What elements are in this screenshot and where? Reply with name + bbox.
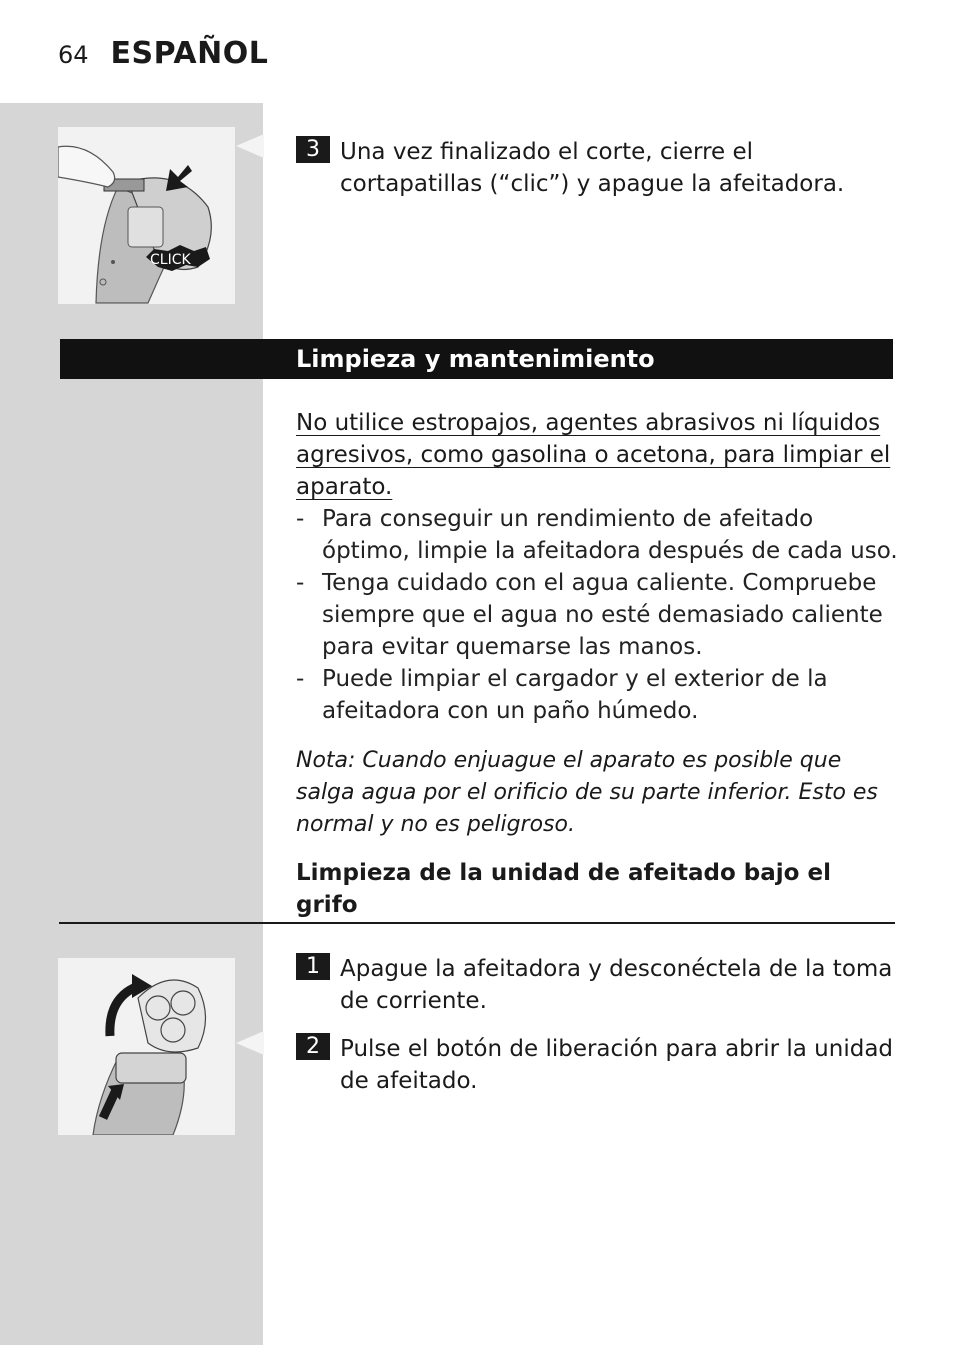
click-label: CLICK <box>150 252 191 268</box>
shaver-open-drawing <box>58 958 235 1135</box>
step-text: Apague la afeitadora y desconéctela de la toma de corriente. <box>340 956 893 1014</box>
step-text: Pulse el botón de liberación para abrir la unidad de afeitado. <box>340 1036 894 1094</box>
section-bar <box>60 339 893 379</box>
shaver-trimmer-drawing <box>58 127 235 304</box>
shaving-unit-illustration <box>58 958 235 1135</box>
bullet-dash: - <box>296 666 305 692</box>
step-1 <box>296 953 896 1017</box>
section-bar-title: Limpieza y mantenimiento <box>296 345 655 373</box>
warning-line: No utilice estropajos, agentes abrasivos ni líquidos <box>296 410 881 436</box>
step-3 <box>296 136 896 200</box>
trimmer-illustration <box>58 127 235 304</box>
list-item <box>296 567 902 663</box>
step-number: 2 <box>296 1033 330 1060</box>
step-2 <box>296 1033 896 1097</box>
divider <box>59 922 895 924</box>
warning-text <box>296 407 896 503</box>
note-text: Nota: Cuando enjuague el aparato es posible que salga agua por el orificio de su parte inferior. Esto es normal y no es peligroso. <box>296 748 878 837</box>
list-item <box>296 503 902 567</box>
list-item-text: Puede limpiar el cargador y el exterior de la afeitadora con un paño húmedo. <box>322 666 828 724</box>
step-number: 3 <box>296 136 330 163</box>
bullet-list <box>296 503 902 727</box>
figure-pointer <box>236 134 264 158</box>
list-item-text: Tenga cuidado con el agua caliente. Compruebe siempre que el agua no esté demasiado caliente para evitar quemarse las manos. <box>322 570 883 660</box>
section-title: ESPAÑOL <box>110 36 269 71</box>
list-item <box>296 663 902 727</box>
page-header <box>58 36 268 76</box>
bullet-dash: - <box>296 570 305 596</box>
subheading: Limpieza de la unidad de afeitado bajo el grifo <box>296 860 831 918</box>
step-text: Una vez finalizado el corte, cierre el cortapatillas (“clic”) y apague la afeitadora. <box>340 139 845 197</box>
bullet-dash: - <box>296 506 305 532</box>
page-number: 64 <box>58 41 89 69</box>
warning-line: aparato. <box>296 474 393 500</box>
warning-line: agresivos, como gasolina o acetona, para limpiar el <box>296 442 891 468</box>
list-item-text: Para conseguir un rendimiento de afeitado óptimo, limpie la afeitadora después de cada uso. <box>322 506 898 564</box>
step-number: 1 <box>296 953 330 980</box>
figure-pointer <box>236 1031 264 1055</box>
